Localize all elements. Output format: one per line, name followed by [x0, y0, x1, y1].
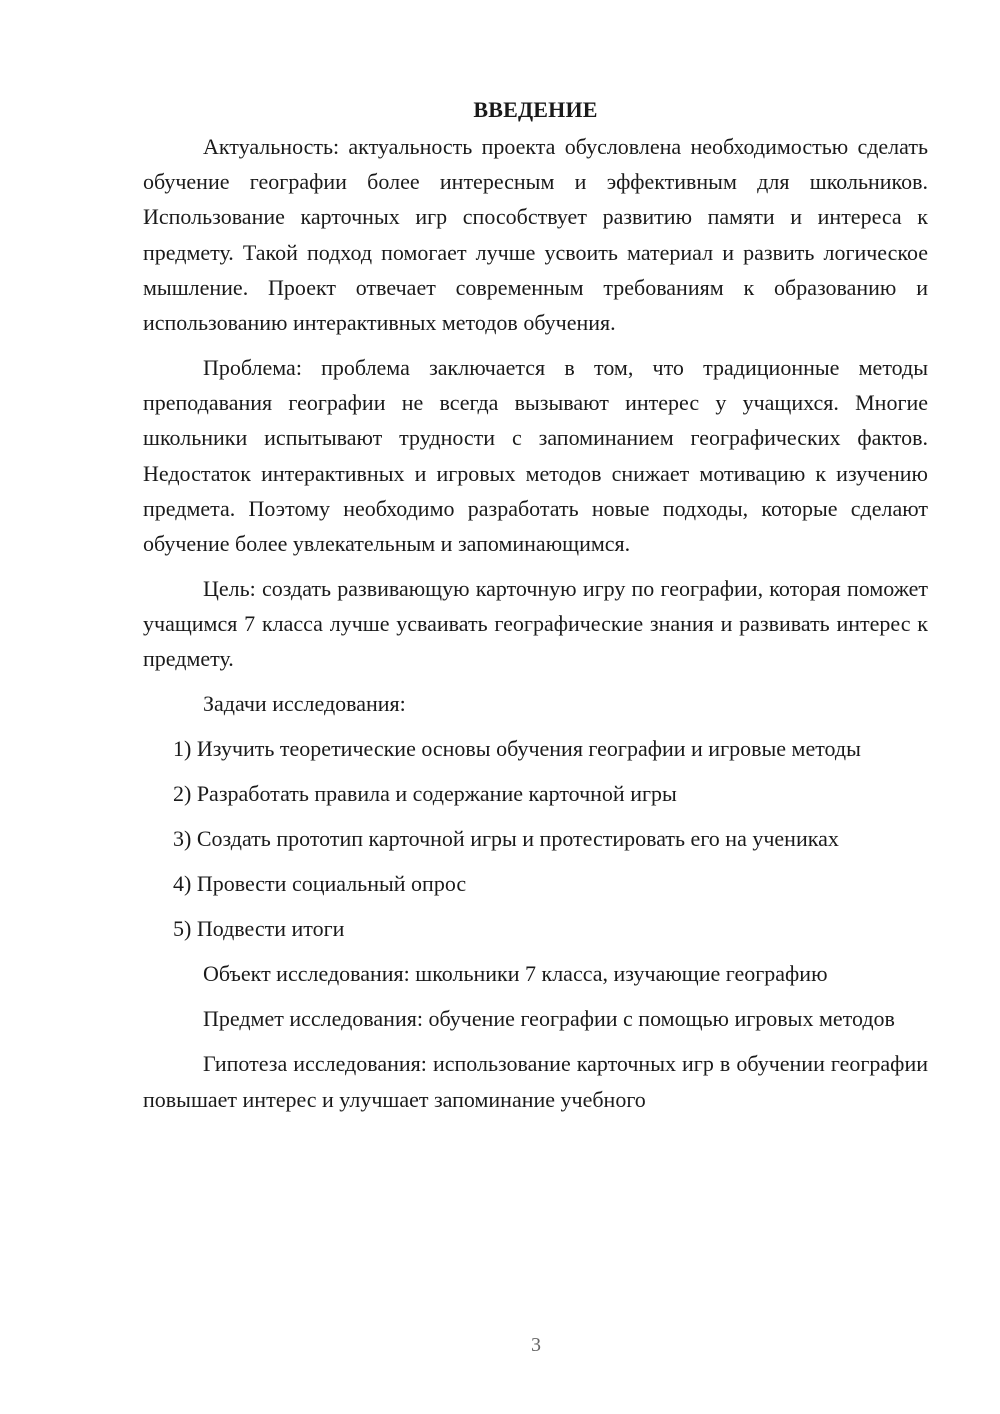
task-item: 2) Разработать правила и содержание карточной игры: [173, 781, 677, 807]
paragraph-goal: Цель: создать развивающую карточную игру по географии, которая поможет учащимся 7 класса лучше усваивать географические знания и развивать интерес к предмету.: [143, 576, 928, 672]
task-item: 4) Провести социальный опрос: [173, 871, 467, 897]
paragraph-hypothesis: Гипотеза исследования: использование карточных игр в обучении географии повышает интерес и улучшает запоминание учебного: [143, 1051, 928, 1112]
page-number: 3: [531, 1334, 541, 1356]
paragraph-relevance: Актуальность: актуальность проекта обусловлена необходимостью сделать обучение географии более интересным и эффективным для школьников. Использование карточных игр способствует развитию памяти и интереса к предмету. Такой подход помогает лучше усвоить материал и развить логическое мышление. Проект отвечает современным требованиям к образованию и использованию интерактивных методов обучения.: [143, 134, 928, 336]
paragraph-tasks-heading: Задачи исследования:: [203, 691, 406, 717]
task-item: 1) Изучить теоретические основы обучения географии и игровые методы: [173, 736, 861, 762]
paragraph-problem: Проблема: проблема заключается в том, что традиционные методы преподавания географии не всегда вызывают интерес у учащихся. Многие школьники испытывают трудности с запоминанием географических фактов. Недостаток интерактивных и игровых методов снижает мотивацию к изучению предмета. Поэтому необходимо разработать новые подходы, которые сделают обучение более увлекательным и запоминающимся.: [143, 355, 928, 557]
section-heading: ВВЕДЕНИЕ: [473, 97, 598, 122]
page-content: [143, 94, 928, 1127]
task-item: 3) Создать прототип карточной игры и протестировать его на учениках: [173, 826, 839, 852]
task-item: 5) Подвести итоги: [173, 916, 345, 942]
paragraph-object: Объект исследования: школьники 7 класса, изучающие географию: [203, 961, 828, 987]
paragraph-subject: Предмет исследования: обучение географии с помощью игровых методов: [203, 1006, 895, 1032]
